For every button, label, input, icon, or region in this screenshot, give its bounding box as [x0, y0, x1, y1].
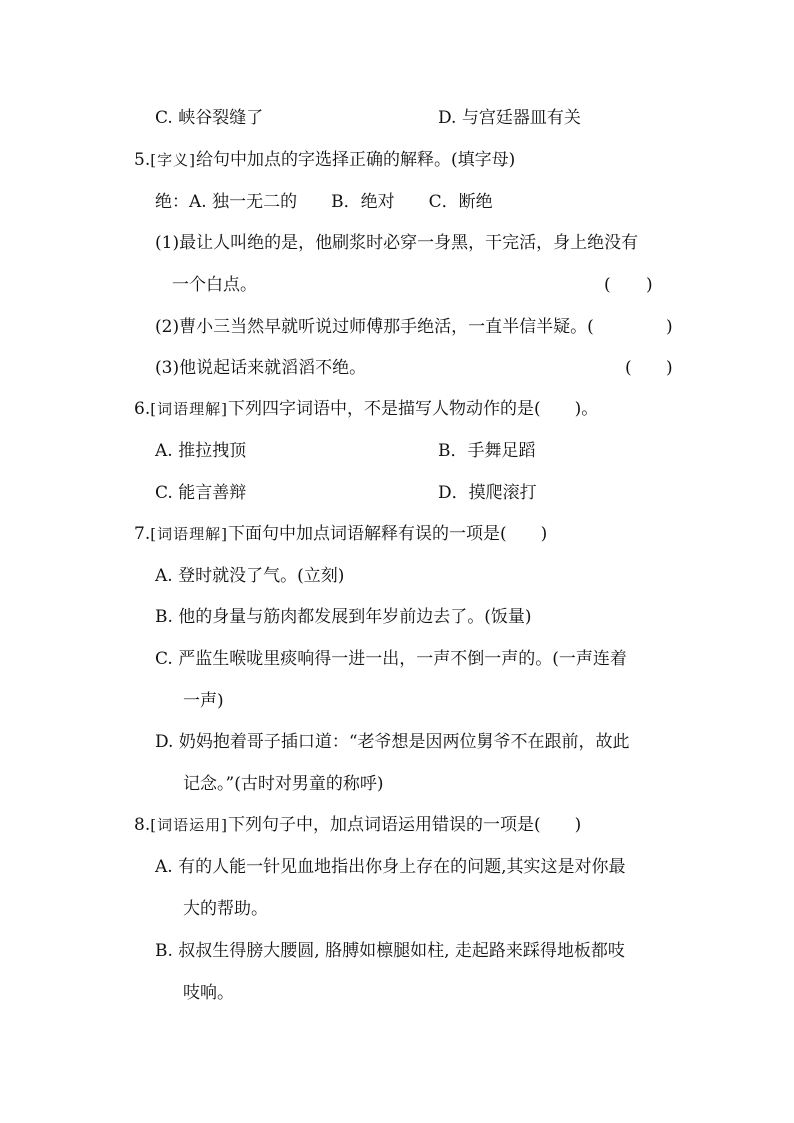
q5-tag: [字义]	[150, 151, 196, 169]
q7-option-d-line-2: 记念。”(古时对男童的称呼)	[183, 774, 384, 794]
q7-tag: [词语理解]	[150, 525, 228, 543]
q5-number: 5.	[134, 150, 151, 170]
q6-tag: [词语理解]	[150, 400, 228, 418]
q5-sentence-3: (3)他说起话来就滔滔不绝。	[155, 358, 367, 378]
q6-stem-line	[134, 397, 598, 421]
q6-option-a[interactable]: A. 推拉拽顶	[155, 441, 247, 461]
q6-number: 6.	[134, 399, 151, 419]
q4-option-c: C. 峡谷裂缝了	[155, 108, 264, 128]
q8-tag: [词语运用]	[150, 816, 228, 834]
q7-option-a[interactable]: A. 登时就没了气。(立刻)	[155, 566, 345, 586]
q4-option-d: D. 与宫廷器皿有关	[438, 108, 581, 128]
q5-stem-line	[134, 148, 515, 172]
q5-definitions: 绝：A. 独一无二的 B．绝对 C．断绝	[155, 192, 493, 212]
q8-option-b-line-2: 吱响。	[183, 983, 234, 1003]
q5-answer-3-open[interactable]: (	[625, 358, 632, 378]
q5-stem: 给句中加点的字选择正确的解释。(填字母)	[195, 150, 516, 170]
q7-option-d-line-1[interactable]: D. 奶妈抱着哥子插口道：“老爷想是因两位舅爷不在跟前，故此	[155, 732, 630, 752]
q5-answer-1-close: )	[646, 275, 653, 295]
q5-sentence-1-line-2: 一个白点。	[172, 275, 257, 295]
q6-option-c[interactable]: C. 能言善辩	[155, 483, 247, 503]
q6-option-b[interactable]: B．手舞足蹈	[438, 441, 536, 461]
q7-stem: 下面句中加点词语解释有误的一项是( )	[227, 524, 548, 544]
q8-option-b-line-1[interactable]: B. 叔叔生得膀大腰圆, 胳膊如檩腿如柱, 走起路来踩得地板都吱	[155, 941, 625, 961]
q5-answer-1-open[interactable]: (	[604, 275, 611, 295]
q7-stem-line	[134, 522, 547, 546]
q8-stem: 下列句子中，加点词语运用错误的一项是( )	[227, 815, 582, 835]
q5-answer-2-close: )	[666, 317, 673, 337]
q8-option-a-line-2: 大的帮助。	[183, 899, 268, 919]
q7-option-c-line-2: 一声)	[183, 691, 224, 711]
q8-number: 8.	[134, 815, 151, 835]
q7-option-c-line-1[interactable]: C. 严监生喉咙里痰响得一进一出，一声不倒一声的。(一声连着	[155, 649, 627, 669]
q7-number: 7.	[134, 524, 151, 544]
q7-option-b[interactable]: B. 他的身量与筋肉都发展到年岁前边去了。(饭量)	[155, 607, 532, 627]
q5-sentence-1-line-1: (1)最让人叫绝的是，他刷浆时必穿一身黑，干完活，身上绝没有	[155, 233, 639, 253]
q6-option-d[interactable]: D．摸爬滚打	[438, 483, 537, 503]
q8-option-a-line-1[interactable]: A. 有的人能一针见血地指出你身上存在的问题,其实这是对你最	[155, 857, 626, 877]
q6-stem: 下列四字词语中，不是描写人物动作的是( )。	[227, 399, 599, 419]
q5-answer-3-close: )	[666, 358, 673, 378]
q8-stem-line	[134, 813, 581, 837]
q5-sentence-2: (2)曹小三当然早就听说过师傅那手绝活，一直半信半疑。(	[155, 317, 594, 337]
